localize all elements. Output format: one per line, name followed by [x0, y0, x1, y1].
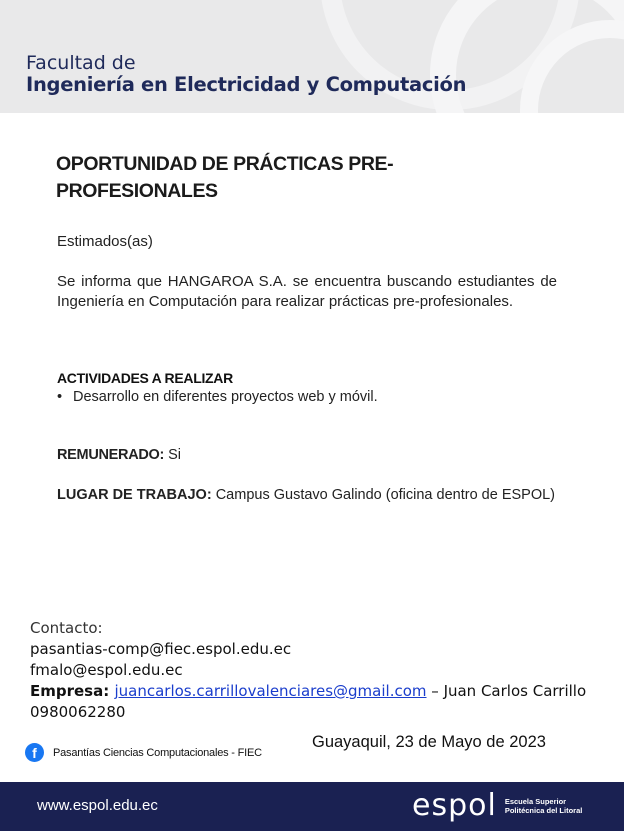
espol-logo	[412, 789, 582, 823]
faculty-name-line2: Ingeniería en Electricidad y Computación	[26, 73, 467, 96]
activity-text: Desarrollo en diferentes proyectos web y móvil.	[73, 389, 378, 405]
espol-subtitle	[505, 797, 583, 815]
faculty-name-line1: Facultad de	[26, 52, 136, 74]
espol-subtitle-line2: Politécnica del Litoral	[504, 806, 583, 815]
empresa-separator: –	[426, 682, 444, 700]
empresa-colon: :	[103, 682, 115, 700]
intro-paragraph: Se informa que HANGAROA S.A. se encuentra buscando estudiantes de Ingeniería en Computación para realizar prácticas pre-profesionales.	[57, 273, 557, 310]
contact-email-2[interactable]: fmalo@espol.edu.ec	[30, 661, 183, 679]
espol-subtitle-line1: Escuela Superior	[504, 797, 567, 806]
espol-wordmark: espol	[412, 788, 497, 823]
facebook-page-name: Pasantías Ciencias Computacionales - FIEC	[53, 746, 262, 759]
activities-heading: ACTIVIDADES A REALIZAR	[57, 370, 233, 386]
facebook-icon: f	[25, 743, 44, 762]
remunerado-value: Si	[164, 447, 181, 463]
contact-block	[30, 618, 610, 723]
remunerado-label: REMUNERADO:	[57, 447, 165, 463]
empresa-phone: 0980062280	[30, 703, 126, 721]
activity-item	[57, 389, 378, 405]
contact-email-1[interactable]: pasantias-comp@fiec.espol.edu.ec	[30, 640, 292, 658]
empresa-line	[30, 681, 610, 702]
greeting: Estimados(as)	[57, 233, 153, 250]
lugar-value: Campus Gustavo Galindo (oficina dentro de ESPOL)	[211, 487, 556, 503]
footer-bar	[0, 782, 624, 831]
document-date: Guayaquil, 23 de Mayo de 2023	[312, 733, 546, 751]
lugar-label: LUGAR DE TRABAJO:	[57, 487, 212, 503]
remunerado-line	[57, 447, 181, 463]
facebook-page[interactable]	[25, 743, 262, 762]
document-title: OPORTUNIDAD DE PRÁCTICAS PRE-PROFESIONALES	[56, 153, 394, 202]
contact-label: Contacto:	[30, 619, 103, 637]
empresa-contact-name: Juan Carlos Carrillo	[443, 682, 587, 700]
website-url[interactable]: www.espol.edu.ec	[37, 797, 158, 814]
lugar-de-trabajo	[57, 486, 557, 505]
bullet-icon: •	[57, 389, 63, 405]
faculty-header	[0, 0, 624, 113]
empresa-label: Empresa	[30, 682, 104, 700]
empresa-email-link[interactable]: juancarlos.carrillovalenciares@gmail.com	[114, 682, 427, 700]
